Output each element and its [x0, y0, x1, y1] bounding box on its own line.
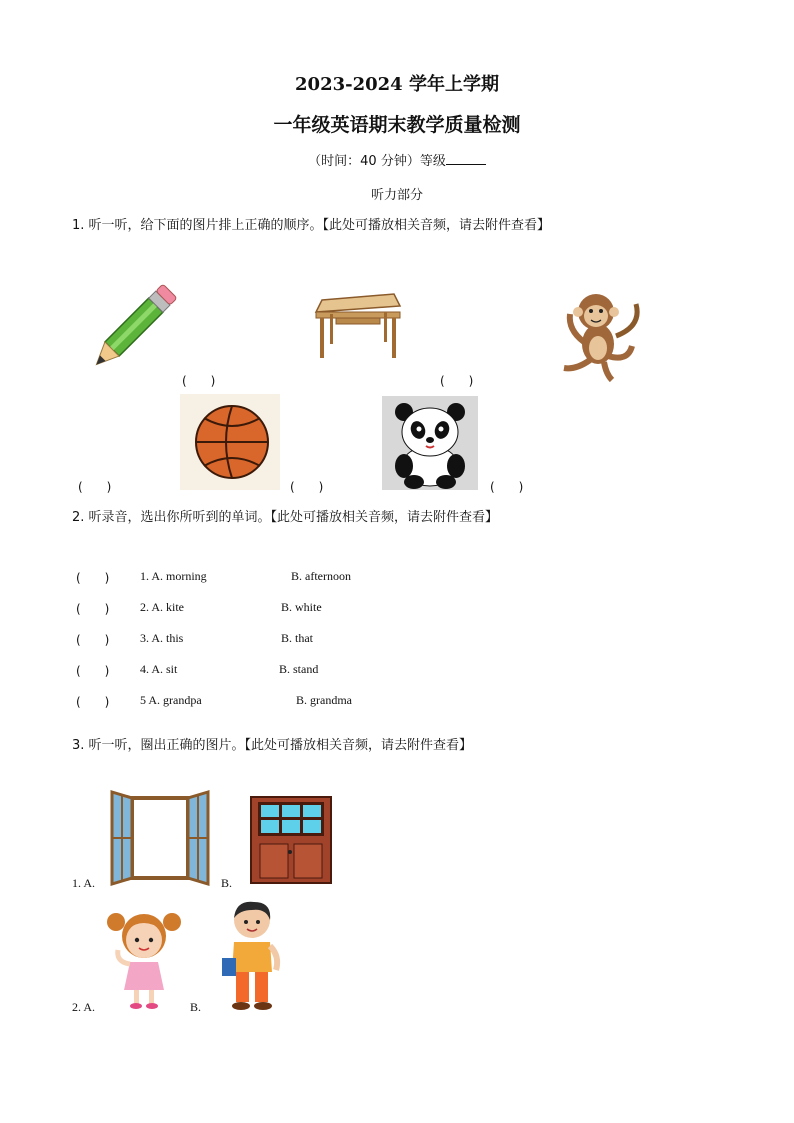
monkey-icon [556, 286, 646, 382]
option-a: 2. A. kite [140, 600, 184, 614]
exam-title: 2023-2024 学年上学期 [295, 74, 499, 95]
answer-paren[interactable]: ( ) [76, 695, 110, 709]
grade-blank [446, 152, 486, 165]
answer-paren[interactable]: ( ) [76, 633, 110, 647]
option-a: 3. A. this [140, 631, 184, 645]
option-b: B. grandma [296, 693, 352, 707]
question-1: 1. 听一听，给下面的图片排上正确的顺序。【此处可播放相关音频，请去附件查看】 [72, 218, 551, 233]
row2-label-a[interactable]: 2. A. [72, 1000, 96, 1014]
order-paren-2[interactable]: ( ) [440, 374, 474, 388]
exam-subtitle: 一年级英语期末教学质量检测 [273, 114, 521, 136]
window-icon [110, 790, 210, 886]
row2-label-b[interactable]: B. [190, 1000, 202, 1014]
question-3: 3. 听一听，圈出正确的图片。【此处可播放相关音频，请去附件查看】 [72, 738, 473, 753]
time-info [0, 150, 794, 169]
answer-paren[interactable]: ( ) [76, 664, 110, 678]
option-b: B. that [281, 631, 313, 645]
desk-icon [314, 290, 402, 360]
pencil-icon [84, 294, 164, 380]
girl-icon [104, 906, 184, 1010]
order-paren-1[interactable]: ( ) [182, 374, 216, 388]
time-info-text: （时间：40 分钟）等级 [308, 154, 446, 169]
option-a: 1. A. morning [140, 569, 207, 583]
order-paren-5[interactable]: ( ) [490, 480, 524, 494]
option-b: B. stand [279, 662, 319, 676]
door-icon [250, 796, 332, 884]
order-paren-4[interactable]: ( ) [290, 480, 324, 494]
option-b: B. afternoon [291, 569, 351, 583]
panda-icon [382, 396, 478, 490]
row1-label-a[interactable]: 1. A. [72, 876, 96, 890]
answer-paren[interactable]: ( ) [76, 602, 110, 616]
question-2: 2. 听录音，选出你所听到的单词。【此处可播放相关音频，请去附件查看】 [72, 510, 499, 525]
section-heading: 听力部分 [370, 188, 423, 203]
answer-paren[interactable]: ( ) [76, 571, 110, 585]
order-paren-3[interactable]: ( ) [78, 480, 112, 494]
basketball-icon [180, 394, 280, 490]
boy-icon [216, 898, 288, 1012]
option-a: 4. A. sit [140, 662, 178, 676]
option-b: B. white [281, 600, 322, 614]
row1-label-b[interactable]: B. [221, 876, 233, 890]
option-a: 5 A. grandpa [140, 693, 202, 707]
